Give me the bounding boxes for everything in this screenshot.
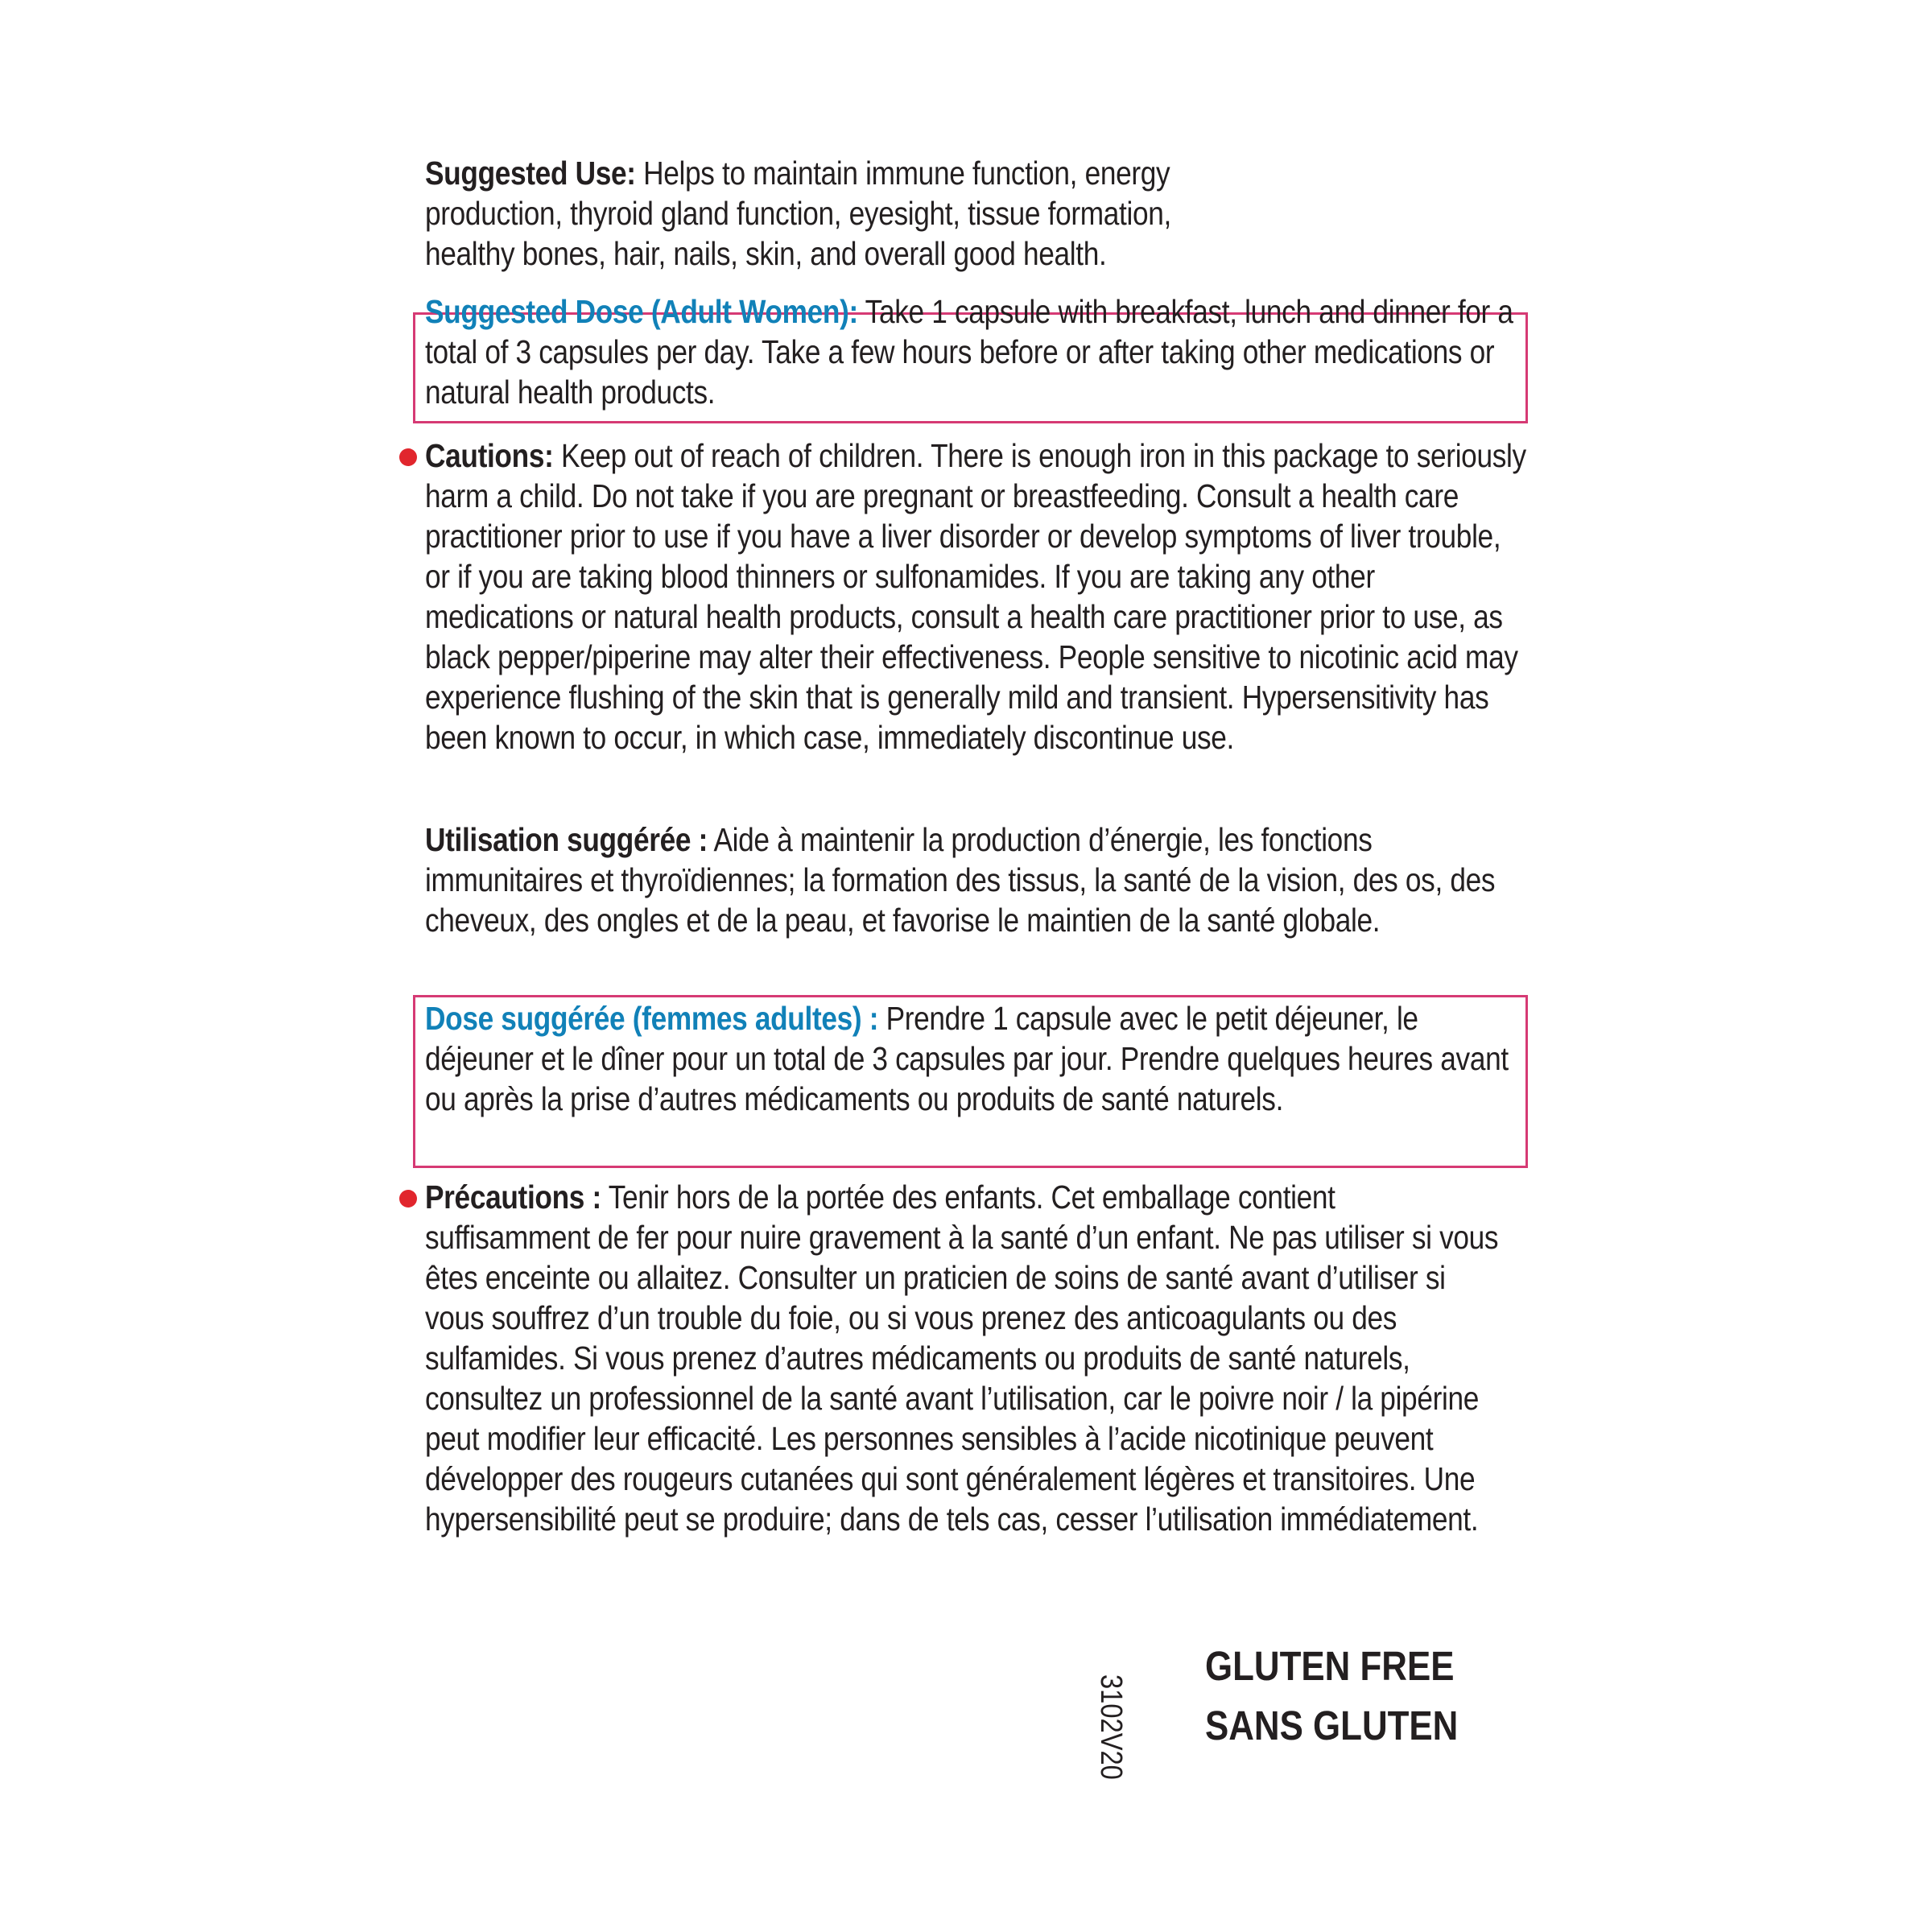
utilisation-suggeree-paragraph — [425, 819, 1501, 940]
precautions-heading: Précautions : — [425, 1179, 601, 1216]
cautions-bullet-icon — [399, 448, 417, 466]
dose-suggeree-text: Prendre 1 capsule avec le petit déjeuner, le déjeuner et le dîner pour un total de 3 capsules par jour. Prendre quelques heures avant ou après la prise d’autres médicaments ou produits de santé naturels. — [425, 1000, 1509, 1117]
suggested-dose-paragraph — [425, 291, 1533, 412]
suggested-use-text: Helps to maintain immune function, energy production, thyroid gland function, eyesight, tissue formation, healthy bones, hair, nails, skin, and overall good health. — [425, 155, 1171, 272]
precautions-paragraph — [425, 1177, 1501, 1539]
gluten-free-badge: GLUTEN FREE — [1205, 1643, 1455, 1689]
dose-suggeree-paragraph — [425, 998, 1533, 1119]
utilisation-suggeree-text: Aide à maintenir la production d’énergie, les fonctions immunitaires et thyroïdiennes; la formation des tissus, la santé de la vision, des os, des cheveux, des ongles et de la peau, et favorise le maintien de la santé globale. — [425, 821, 1496, 939]
cautions-heading: Cautions: — [425, 437, 554, 474]
suggested-dose-heading: Suggested Dose (Adult Women): — [425, 293, 858, 330]
precautions-text: Tenir hors de la portée des enfants. Cet emballage contient suffisamment de fer pour nuire gravement à la santé d’un enfant. Ne pas utiliser si vous êtes enceinte ou allaitez. Consulter un praticien de soins de santé avant d’utiliser si vous souffrez d’un trouble du foie, ou si vous prenez des anticoagulants ou des sulfamides. Si vous prenez d’autres médicaments ou produits de santé naturels, consultez un professionnel de la santé avant l’utilisation, car le poivre noir / la pipérine peut modifier leur efficacité. Les personnes sensibles à l’acide nicotinique peuvent développer des rougeurs cutanées qui sont généralement légères et transitoires. Une hypersensibilité peut se produire; dans de tels cas, cesser l’utilisation immédiatement. — [425, 1179, 1499, 1538]
sans-gluten-badge: SANS GLUTEN — [1205, 1703, 1459, 1748]
utilisation-suggeree-heading: Utilisation suggérée : — [425, 821, 708, 858]
suggested-use-heading: Suggested Use: — [425, 155, 636, 192]
cautions-text: Keep out of reach of children. There is enough iron in this package to seriously harm a child. Do not take if you are pregnant or breastfeeding. Consult a health care practitioner prior to use if you have a liver disorder or develop symptoms of liver trouble, or if you are taking blood thinners or sulfonamides. If you are taking any other medications or natural health products, consult a health care practitioner prior to use, as black pepper/piperine may alter their effectiveness. People sensitive to nicotinic acid may experience flushing of the skin that is generally mild and transient. Hypersensitivity has been known to occur, in which case, immediately discontinue use. — [425, 437, 1526, 756]
version-code: 3102V20 — [1094, 1674, 1128, 1780]
suggested-use-paragraph — [425, 153, 1235, 274]
precautions-bullet-icon — [399, 1190, 417, 1208]
dose-suggeree-heading: Dose suggérée (femmes adultes) : — [425, 1000, 879, 1037]
cautions-paragraph — [425, 436, 1530, 758]
suggested-dose-text: Take 1 capsule with breakfast, lunch and dinner for a total of 3 capsules per day. Take a few hours before or after taking other medications or natural health products. — [425, 293, 1513, 411]
